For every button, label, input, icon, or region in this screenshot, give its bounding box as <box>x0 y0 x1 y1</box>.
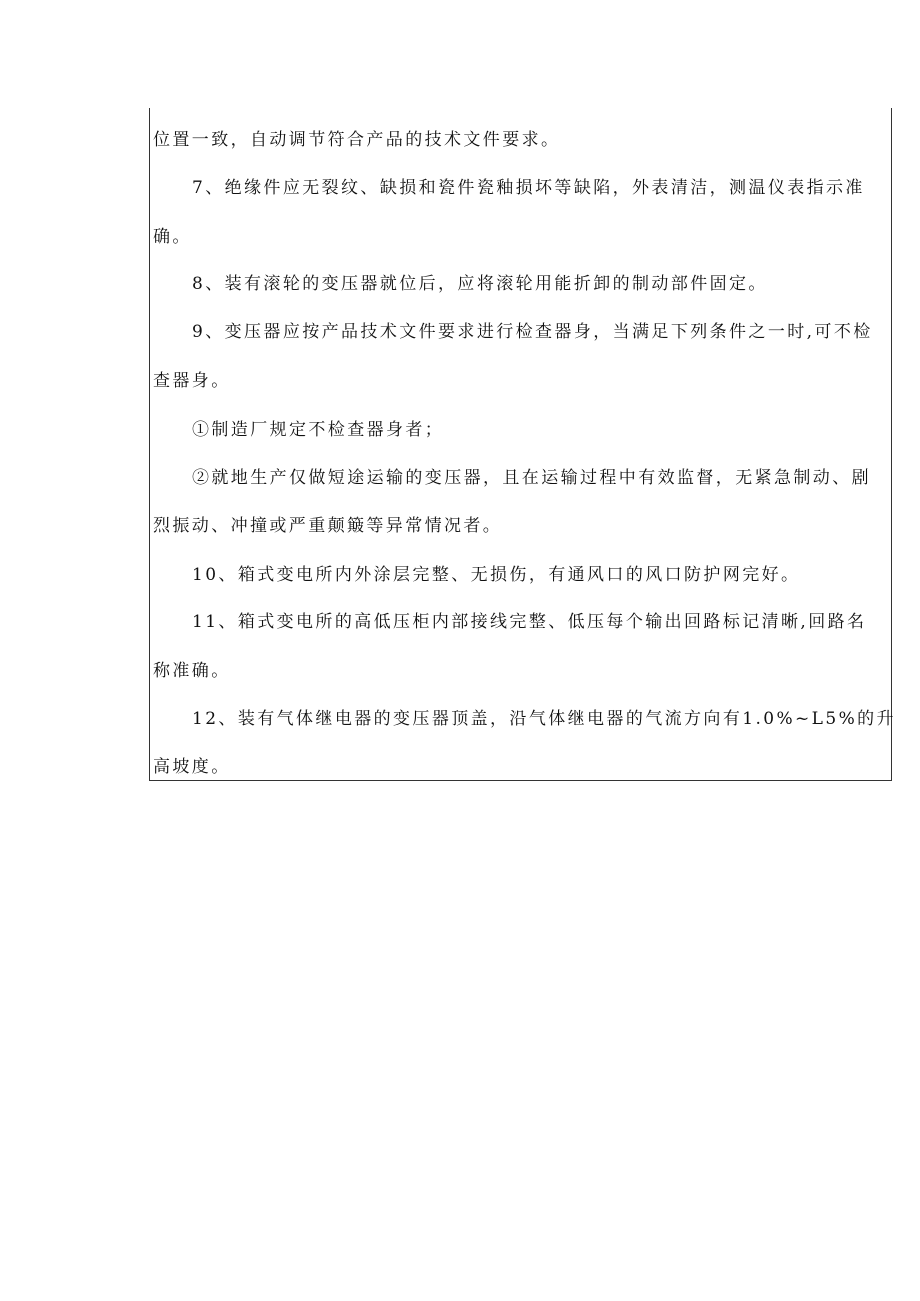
paragraph-line: 8、装有滚轮的变压器就位后，应将滚轮用能折卸的制动部件固定。 <box>192 274 768 294</box>
paragraph-line: 查器身。 <box>153 371 231 391</box>
paragraph-line: 位置一致，自动调节符合产品的技术文件要求。 <box>153 130 561 150</box>
document-table-cell <box>149 108 896 781</box>
paragraph-line: 7、绝缘件应无裂纹、缺损和瓷件瓷釉损坏等缺陷，外表清洁，测温仪表指示准 <box>192 178 865 198</box>
paragraph-line: 高坡度。 <box>153 757 231 777</box>
paragraph-line: 11、箱式变电所的高低压柜内部接线完整、低压每个输出回路标记清晰,回路名 <box>192 612 867 632</box>
paragraph-line: ②就地生产仅做短途运输的变压器，且在运输过程中有效监督，无紧急制动、剧 <box>192 468 871 488</box>
paragraph-line: 9、变压器应按产品技术文件要求进行检查器身，当满足下列条件之一时,可不检 <box>192 322 873 342</box>
paragraph-line: ①制造厂规定不检查器身者； <box>192 420 445 440</box>
paragraph-line: 12、装有气体继电器的变压器顶盖，沿气体继电器的气流方向有1.0%~L5%的升 <box>192 709 896 729</box>
paragraph-line: 确。 <box>153 227 192 247</box>
paragraph-line: 烈振动、冲撞或严重颠簸等异常情况者。 <box>153 516 503 536</box>
paragraph-line: 10、箱式变电所内外涂层完整、无损伤，有通风口的风口防护网完好。 <box>192 565 801 585</box>
paragraph-line: 称准确。 <box>153 661 231 681</box>
